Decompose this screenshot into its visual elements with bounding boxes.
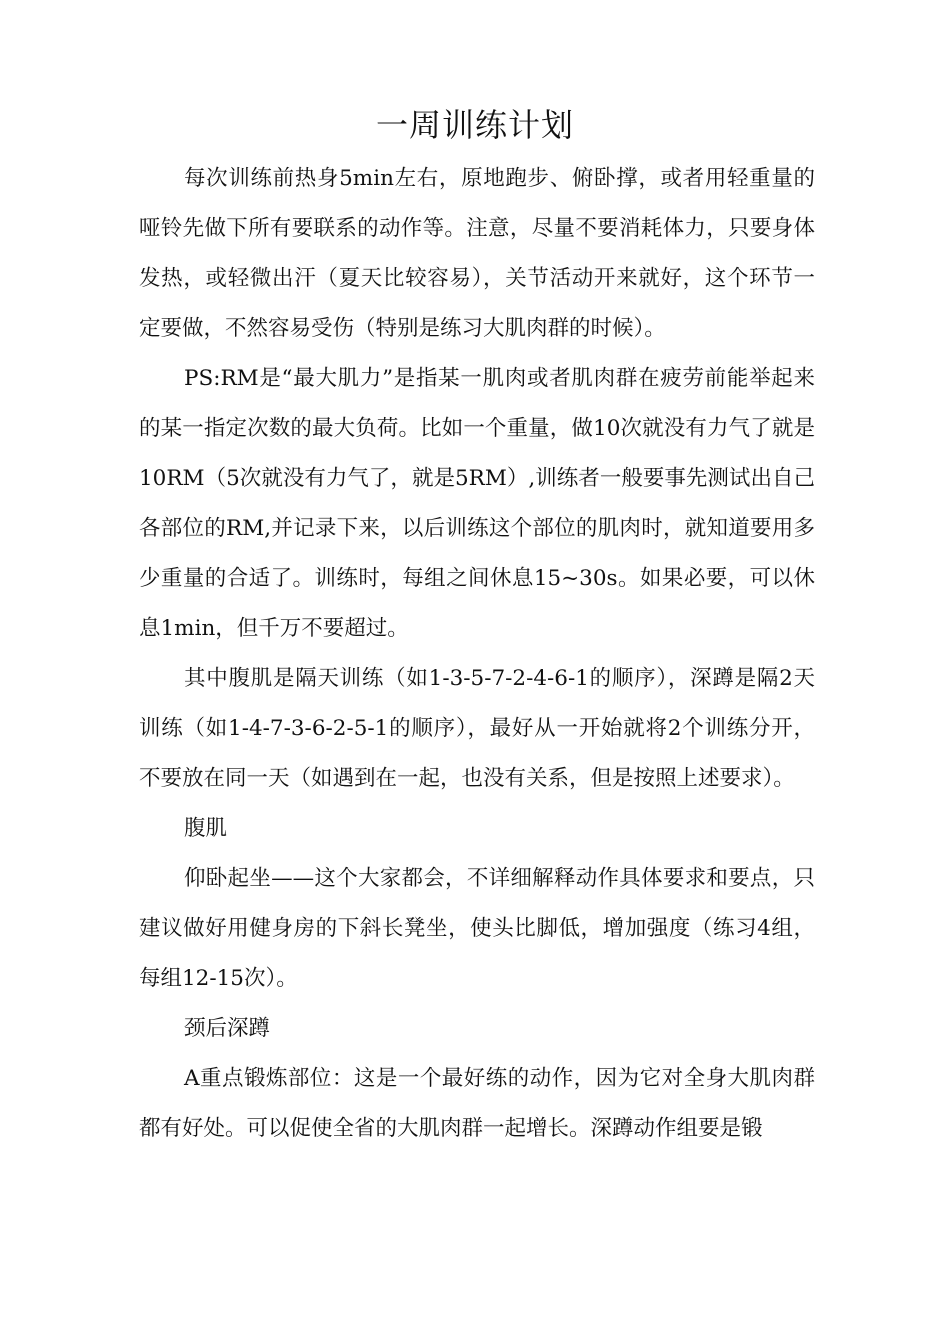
paragraph-squat-target: A重点锻炼部位：这是一个最好练的动作，因为它对全身大肌肉群都有好处。可以促使全省的大肌肉群一起增长。深蹲动作组要是锻 <box>139 1066 815 1141</box>
paragraph-situps: 仰卧起坐——这个大家都会，不详细解释动作具体要求和要点，只建议做好用健身房的下斜长凳坐，使头比脚低，增加强度（练习4组，每组12-15次）。 <box>139 866 815 991</box>
section-heading-squat: 颈后深蹲 <box>184 1016 271 1041</box>
document-body <box>139 154 815 1154</box>
paragraph-rm-definition: PS:RM是“最大肌力”是指某一肌肉或者肌肉群在疲劳前能举起来的某一指定次数的最大负荷。比如一个重量，做10次就没有力气了就是10RM（5次就没有力气了，就是5RM）,训练者一般要事先测试出自己各部位的RM,并记录下来，以后训练这个部位的肌肉时，就知道要用多少重量的合适了。训练时，每组之间休息15~30s。如果必要，可以休息1min，但千万不要超过。 <box>139 366 815 641</box>
paragraph-warmup: 每次训练前热身5min左右，原地跑步、俯卧撑，或者用轻重量的哑铃先做下所有要联系的动作等。注意，尽量不要消耗体力，只要身体发热，或轻微出汗（夏天比较容易），关节活动开来就好，这个环节一定要做，不然容易受伤（特别是练习大肌肉群的时候）。 <box>139 166 815 341</box>
paragraph-schedule: 其中腹肌是隔天训练（如1-3-5-7-2-4-6-1的顺序），深蹲是隔2天训练（如1-4-7-3-6-2-5-1的顺序），最好从一开始就将2个训练分开，不要放在同一天（如遇到在一起，也没有关系，但是按照上述要求）。 <box>139 666 815 791</box>
page-title: 一周训练计划 <box>375 106 574 144</box>
section-heading-abs: 腹肌 <box>184 816 228 841</box>
